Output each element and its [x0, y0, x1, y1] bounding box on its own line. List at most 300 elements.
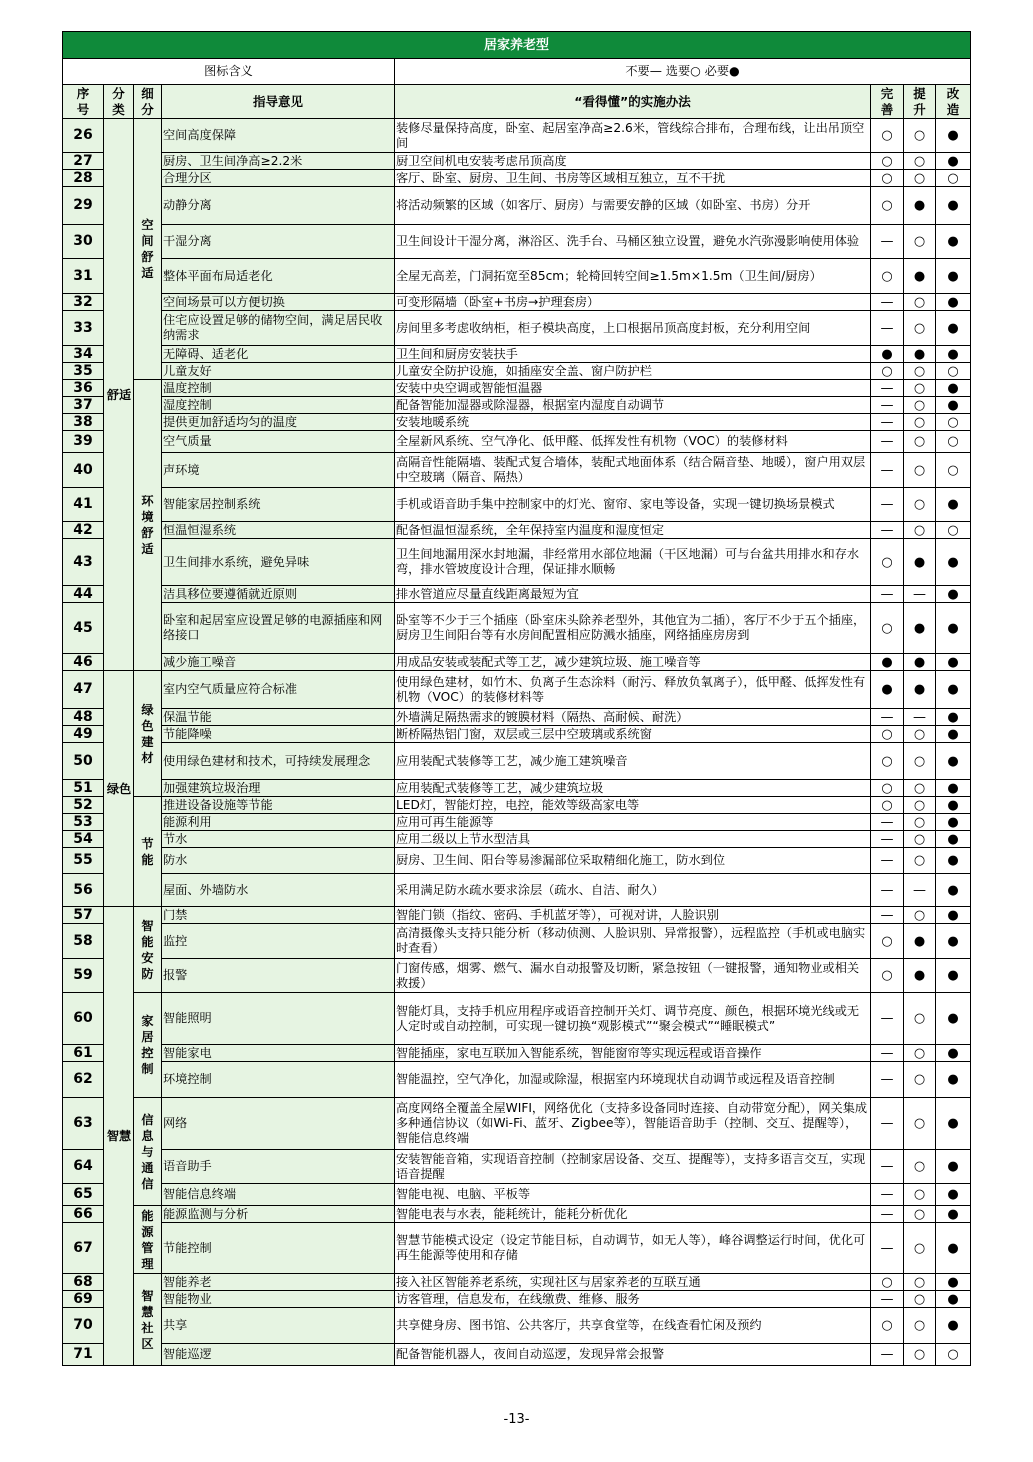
table-row	[63, 743, 971, 780]
method-cell: 智能插座，家电互联加入智能系统，智能窗帘等实现远程或语音操作	[395, 1045, 871, 1062]
header-no: 序号	[63, 85, 104, 119]
renovate-mark: ●	[936, 1150, 971, 1184]
table-row	[63, 1045, 971, 1062]
method-cell: 卫生间和厨房安装扶手	[395, 346, 871, 363]
table-row	[63, 848, 971, 874]
renovate-mark: ●	[936, 671, 971, 709]
guidance-cell: 网络	[162, 1098, 395, 1150]
renovate-mark: ●	[936, 586, 971, 603]
row-number: 53	[63, 814, 104, 831]
guidance-cell: 恒温恒湿系统	[162, 522, 395, 539]
subcategory-cell	[134, 797, 162, 907]
row-number: 32	[63, 294, 104, 311]
subcategory-cell	[134, 1274, 162, 1366]
table-row	[63, 1223, 971, 1274]
upgrade-mark: ○	[904, 743, 936, 780]
improve-mark: —	[871, 993, 904, 1045]
method-cell: 采用满足防水疏水要求涂层（疏水、自洁、耐久）	[395, 874, 871, 907]
renovate-mark: ●	[936, 924, 971, 959]
upgrade-mark: ○	[904, 488, 936, 522]
upgrade-mark: ○	[904, 726, 936, 743]
upgrade-mark: ○	[904, 1098, 936, 1150]
method-cell: 全屋无高差，门洞拓宽至85cm；轮椅回转空间≥1.5m×1.5m（卫生间/厨房）	[395, 259, 871, 294]
table-row	[63, 187, 971, 225]
subcategory-cell	[134, 119, 162, 380]
row-number: 35	[63, 363, 104, 380]
row-number: 66	[63, 1206, 104, 1223]
row-number: 71	[63, 1344, 104, 1366]
category-cell	[104, 671, 134, 907]
upgrade-mark: ●	[904, 924, 936, 959]
guidance-cell: 卫生间排水系统，避免异味	[162, 539, 395, 586]
header-method: “看得懂”的实施办法	[395, 85, 871, 119]
upgrade-mark: ○	[904, 780, 936, 797]
row-number: 43	[63, 539, 104, 586]
method-cell: 智能温控，空气净化，加湿或除湿，根据室内环境现状自动调节或远程及语音控制	[395, 1062, 871, 1098]
subcategory-label: 环境舒适	[141, 494, 154, 556]
renovate-mark: ●	[936, 153, 971, 170]
subcategory-label: 空间舒适	[141, 218, 154, 280]
method-cell: 高清摄像头支持只能分析（移动侦测、人脸识别、异常报警），远程监控（手机或电脑实时查看）	[395, 924, 871, 959]
guidance-cell: 使用绿色建材和技术，可持续发展理念	[162, 743, 395, 780]
upgrade-mark: ○	[904, 993, 936, 1045]
upgrade-mark: ○	[904, 414, 936, 431]
renovate-mark: ●	[936, 654, 971, 671]
improve-mark: ●	[871, 671, 904, 709]
renovate-mark: ●	[936, 726, 971, 743]
table-row	[63, 1150, 971, 1184]
row-number: 58	[63, 924, 104, 959]
table-row	[63, 311, 971, 346]
method-cell: 接入社区智能养老系统，实现社区与居家养老的互联互通	[395, 1274, 871, 1291]
legend-text: 不要— 选要○ 必要●	[395, 59, 971, 85]
guidance-cell: 防水	[162, 848, 395, 874]
improve-mark: —	[871, 397, 904, 414]
row-number: 62	[63, 1062, 104, 1098]
guidance-cell: 洁具移位要遵循就近原则	[162, 586, 395, 603]
row-number: 69	[63, 1291, 104, 1308]
table-row	[63, 1308, 971, 1344]
improve-mark: —	[871, 225, 904, 259]
table-row	[63, 907, 971, 924]
guidance-cell: 智能巡逻	[162, 1344, 395, 1366]
guidance-cell: 智能照明	[162, 993, 395, 1045]
upgrade-mark: ○	[904, 294, 936, 311]
table-row	[63, 431, 971, 453]
table-row	[63, 831, 971, 848]
upgrade-mark: ○	[904, 797, 936, 814]
method-cell: 将活动频繁的区域（如客厅、厨房）与需要安静的区域（如卧室、书房）分开	[395, 187, 871, 225]
legend-label: 图标含义	[63, 59, 395, 85]
renovate-mark: ○	[936, 522, 971, 539]
improve-mark: —	[871, 848, 904, 874]
upgrade-mark: —	[904, 586, 936, 603]
guidance-cell: 儿童友好	[162, 363, 395, 380]
renovate-mark: ○	[936, 170, 971, 187]
improve-mark: ○	[871, 119, 904, 153]
improve-mark: ○	[871, 187, 904, 225]
table-row	[63, 225, 971, 259]
category-label: 智慧	[106, 1129, 132, 1143]
row-number: 55	[63, 848, 104, 874]
guidance-cell: 推进设备设施等节能	[162, 797, 395, 814]
upgrade-mark: ○	[904, 831, 936, 848]
row-number: 70	[63, 1308, 104, 1344]
guidance-cell: 屋面、外墙防水	[162, 874, 395, 907]
row-number: 45	[63, 603, 104, 654]
table-row	[63, 453, 971, 488]
table-row	[63, 959, 971, 993]
method-cell: LED灯，智能灯控，电控，能效等级高家电等	[395, 797, 871, 814]
subcategory-label: 节能	[141, 836, 154, 867]
renovate-mark: ●	[936, 119, 971, 153]
improve-mark: —	[871, 488, 904, 522]
row-number: 33	[63, 311, 104, 346]
row-number: 47	[63, 671, 104, 709]
method-cell: 客厅、卧室、厨房、卫生间、书房等区域相互独立，互不干扰	[395, 170, 871, 187]
method-cell: 共享健身房、图书馆、公共客厅，共享食堂等，在线查看忙闲及预约	[395, 1308, 871, 1344]
row-number: 57	[63, 907, 104, 924]
guidance-cell: 节能降噪	[162, 726, 395, 743]
table-row	[63, 654, 971, 671]
table-row	[63, 1098, 971, 1150]
guidance-cell: 减少施工噪音	[162, 654, 395, 671]
upgrade-mark: ●	[904, 187, 936, 225]
renovate-mark: ●	[936, 1184, 971, 1206]
improve-mark: —	[871, 1098, 904, 1150]
row-number: 37	[63, 397, 104, 414]
method-cell: 高度网络全覆盖全屋WIFI，网络优化（支持多设备同时连接、自动带宽分配），网关集成多种通信协议（如Wi-Fi、蓝牙、Zigbee等），智能语音助手（控制、交互、提醒等），智能信息终端	[395, 1098, 871, 1150]
table-row	[63, 586, 971, 603]
method-cell: 高隔音性能隔墙、装配式复合墙体，装配式地面体系（结合隔音垫、地暖），窗户用双层中空玻璃（隔音、隔热）	[395, 453, 871, 488]
row-number: 68	[63, 1274, 104, 1291]
renovate-mark: ○	[936, 1344, 971, 1366]
guidance-cell: 卧室和起居室应设置足够的电源插座和网络接口	[162, 603, 395, 654]
upgrade-mark: ○	[904, 814, 936, 831]
improve-mark: —	[871, 1150, 904, 1184]
upgrade-mark: ○	[904, 1062, 936, 1098]
improve-mark: —	[871, 380, 904, 397]
subcategory-label: 能源管理	[141, 1208, 154, 1271]
renovate-mark: ●	[936, 397, 971, 414]
renovate-mark: ●	[936, 187, 971, 225]
improve-mark: ○	[871, 363, 904, 380]
table-row	[63, 539, 971, 586]
improve-mark: —	[871, 814, 904, 831]
category-label: 舒适	[106, 387, 132, 402]
renovate-mark: ○	[936, 431, 971, 453]
table-row	[63, 1062, 971, 1098]
renovate-mark: ●	[936, 380, 971, 397]
improve-mark: ○	[871, 259, 904, 294]
guidance-cell: 空间高度保障	[162, 119, 395, 153]
renovate-mark: ●	[936, 1223, 971, 1274]
upgrade-mark: ○	[904, 225, 936, 259]
upgrade-mark: ○	[904, 1223, 936, 1274]
improve-mark: —	[871, 311, 904, 346]
renovate-mark: ●	[936, 1291, 971, 1308]
row-number: 49	[63, 726, 104, 743]
upgrade-mark: ●	[904, 671, 936, 709]
row-number: 31	[63, 259, 104, 294]
header-renovate: 改造	[936, 85, 971, 119]
method-cell: 配备智能加湿器或除湿器，根据室内湿度自动调节	[395, 397, 871, 414]
guidance-cell: 共享	[162, 1308, 395, 1344]
table-row	[63, 294, 971, 311]
row-number: 56	[63, 874, 104, 907]
guidance-cell: 智能家电	[162, 1045, 395, 1062]
method-cell: 装修尽量保持高度，卧室、起居室净高≥2.6米，管线综合排布，合理布线，让出吊顶空间	[395, 119, 871, 153]
row-number: 29	[63, 187, 104, 225]
upgrade-mark: ●	[904, 259, 936, 294]
row-number: 46	[63, 654, 104, 671]
row-number: 27	[63, 153, 104, 170]
guidance-cell: 整体平面布局适老化	[162, 259, 395, 294]
guidance-cell: 合理分区	[162, 170, 395, 187]
renovate-mark: ●	[936, 539, 971, 586]
improve-mark: ○	[871, 780, 904, 797]
category-cell	[104, 119, 134, 671]
renovate-mark: ●	[936, 848, 971, 874]
renovate-mark: ○	[936, 414, 971, 431]
method-cell: 卫生间地漏用深水封地漏，非经常用水部位地漏（干区地漏）可与台盆共用排水和存水弯，排水管坡度设计合理，保证排水顺畅	[395, 539, 871, 586]
guidance-cell: 能源利用	[162, 814, 395, 831]
subcategory-cell	[134, 993, 162, 1098]
table-row	[63, 797, 971, 814]
renovate-mark: ●	[936, 780, 971, 797]
guidance-cell: 智能养老	[162, 1274, 395, 1291]
table-row	[63, 1184, 971, 1206]
renovate-mark: ○	[936, 453, 971, 488]
subcategory-label: 信息与通信	[141, 1112, 154, 1191]
header-guidance: 指导意见	[162, 85, 395, 119]
table-row	[63, 259, 971, 294]
row-number: 28	[63, 170, 104, 187]
upgrade-mark: ○	[904, 1150, 936, 1184]
guidance-cell: 监控	[162, 924, 395, 959]
method-cell: 卧室等不少于三个插座（卧室床头除养老型外，其他宜为二插），客厅不少于五个插座，厨房卫生间阳台等有水房间配置相应防溅水插座，网络插座房房到	[395, 603, 871, 654]
renovate-mark: ○	[936, 363, 971, 380]
improve-mark: —	[871, 1344, 904, 1366]
category-label: 绿色	[106, 781, 132, 796]
upgrade-mark: ○	[904, 1308, 936, 1344]
improve-mark: ○	[871, 1308, 904, 1344]
improve-mark: —	[871, 1223, 904, 1274]
row-number: 63	[63, 1098, 104, 1150]
guidance-cell: 住宅应设置足够的储物空间，满足居民收纳需求	[162, 311, 395, 346]
guidance-cell: 无障碍、适老化	[162, 346, 395, 363]
improve-mark: —	[871, 1045, 904, 1062]
method-cell: 全屋新风系统、空气净化、低甲醛、低挥发性有机物（VOC）的装修材料	[395, 431, 871, 453]
row-number: 42	[63, 522, 104, 539]
method-cell: 断桥隔热铝门窗，双层或三层中空玻璃或系统窗	[395, 726, 871, 743]
improve-mark: ○	[871, 959, 904, 993]
table-row	[63, 1344, 971, 1366]
renovate-mark: ●	[936, 709, 971, 726]
table-row	[63, 522, 971, 539]
guidance-cell: 加强建筑垃圾治理	[162, 780, 395, 797]
improve-mark: —	[871, 586, 904, 603]
guidance-cell: 干湿分离	[162, 225, 395, 259]
row-number: 59	[63, 959, 104, 993]
guidance-cell: 厨房、卫生间净高≥2.2米	[162, 153, 395, 170]
guidance-cell: 节水	[162, 831, 395, 848]
upgrade-mark: ○	[904, 380, 936, 397]
upgrade-mark: ○	[904, 363, 936, 380]
renovate-mark: ●	[936, 311, 971, 346]
improve-mark: —	[871, 709, 904, 726]
renovate-mark: ●	[936, 1308, 971, 1344]
renovate-mark: ●	[936, 1206, 971, 1223]
table-row	[63, 924, 971, 959]
page-number: -13-	[503, 1412, 530, 1427]
method-cell: 应用二级以上节水型洁具	[395, 831, 871, 848]
upgrade-mark: ○	[904, 397, 936, 414]
improve-mark: ○	[871, 743, 904, 780]
improve-mark: ●	[871, 346, 904, 363]
guidance-cell: 语音助手	[162, 1150, 395, 1184]
upgrade-mark: ○	[904, 1184, 936, 1206]
method-cell: 房间里多考虑收纳柜，柜子模块高度，上口根据吊顶高度封板，充分利用空间	[395, 311, 871, 346]
row-number: 60	[63, 993, 104, 1045]
row-number: 50	[63, 743, 104, 780]
renovate-mark: ●	[936, 743, 971, 780]
row-number: 61	[63, 1045, 104, 1062]
renovate-mark: ●	[936, 346, 971, 363]
upgrade-mark: ○	[904, 522, 936, 539]
header-category: 分类	[104, 85, 134, 119]
table-row	[63, 1291, 971, 1308]
subcategory-cell	[134, 1206, 162, 1274]
renovate-mark: ●	[936, 259, 971, 294]
method-cell: 配备恒温恒湿系统，全年保持室内温度和湿度恒定	[395, 522, 871, 539]
method-cell: 手机或语音助手集中控制家中的灯光、窗帘、家电等设备，实现一键切换场景模式	[395, 488, 871, 522]
row-number: 36	[63, 380, 104, 397]
renovate-mark: ●	[936, 959, 971, 993]
upgrade-mark: ○	[904, 848, 936, 874]
table-row	[63, 488, 971, 522]
guidance-cell: 报警	[162, 959, 395, 993]
guidance-table	[62, 31, 971, 1366]
guidance-cell: 保温节能	[162, 709, 395, 726]
table-row	[63, 414, 971, 431]
improve-mark: ○	[871, 797, 904, 814]
renovate-mark: ●	[936, 993, 971, 1045]
upgrade-mark: ○	[904, 311, 936, 346]
method-cell: 门窗传感，烟雾、燃气、漏水自动报警及切断，紧急按钮（一键报警，通知物业或相关救援）	[395, 959, 871, 993]
table-row	[63, 726, 971, 743]
improve-mark: —	[871, 294, 904, 311]
table-row	[63, 397, 971, 414]
method-cell: 使用绿色建材，如竹木、负离子生态涂料（耐污、释放负氧离子），低甲醛、低挥发性有机物（VOC）的装修材料等	[395, 671, 871, 709]
improve-mark: ○	[871, 539, 904, 586]
improve-mark: —	[871, 1291, 904, 1308]
method-cell: 智能门锁（指纹、密码、手机蓝牙等），可视对讲，人脸识别	[395, 907, 871, 924]
renovate-mark: ●	[936, 225, 971, 259]
upgrade-mark: ○	[904, 1045, 936, 1062]
header-improve: 完善	[871, 85, 904, 119]
guidance-cell: 动静分离	[162, 187, 395, 225]
table-row	[63, 993, 971, 1045]
guidance-cell: 空间场景可以方便切换	[162, 294, 395, 311]
improve-mark: ○	[871, 170, 904, 187]
upgrade-mark: ○	[904, 907, 936, 924]
method-cell: 排水管道应尽量直线距离最短为宜	[395, 586, 871, 603]
upgrade-mark: ●	[904, 539, 936, 586]
improve-mark: —	[871, 1184, 904, 1206]
guidance-cell: 智能家居控制系统	[162, 488, 395, 522]
table-row	[63, 363, 971, 380]
renovate-mark: ●	[936, 797, 971, 814]
method-cell: 厨房、卫生间、阳台等易渗漏部位采取精细化施工，防水到位	[395, 848, 871, 874]
row-number: 34	[63, 346, 104, 363]
method-cell: 卫生间设计干湿分离，淋浴区、洗手台、马桶区独立设置，避免水汽弥漫影响使用体验	[395, 225, 871, 259]
upgrade-mark: ○	[904, 1206, 936, 1223]
subcategory-cell	[134, 671, 162, 797]
method-cell: 应用装配式装修等工艺，减少建筑垃圾	[395, 780, 871, 797]
method-cell: 可变形隔墙（卧室+书房→护理套房）	[395, 294, 871, 311]
guidance-cell: 提供更加舒适均匀的温度	[162, 414, 395, 431]
table-row	[63, 671, 971, 709]
table-row	[63, 153, 971, 170]
improve-mark: ○	[871, 726, 904, 743]
upgrade-mark: ○	[904, 453, 936, 488]
improve-mark: —	[871, 414, 904, 431]
guidance-cell: 湿度控制	[162, 397, 395, 414]
improve-mark: ○	[871, 603, 904, 654]
row-number: 40	[63, 453, 104, 488]
method-cell: 智能电视、电脑、平板等	[395, 1184, 871, 1206]
table-row	[63, 603, 971, 654]
table-row	[63, 1206, 971, 1223]
guidance-cell: 空气质量	[162, 431, 395, 453]
row-number: 67	[63, 1223, 104, 1274]
upgrade-mark: —	[904, 709, 936, 726]
upgrade-mark: ●	[904, 603, 936, 654]
row-number: 41	[63, 488, 104, 522]
improve-mark: ○	[871, 1274, 904, 1291]
upgrade-mark: ●	[904, 654, 936, 671]
table-row	[63, 780, 971, 797]
renovate-mark: ●	[936, 603, 971, 654]
guidance-cell: 智能物业	[162, 1291, 395, 1308]
improve-mark: —	[871, 831, 904, 848]
subcategory-label: 绿色建材	[141, 702, 154, 765]
upgrade-mark: ○	[904, 1344, 936, 1366]
renovate-mark: ●	[936, 488, 971, 522]
row-number: 44	[63, 586, 104, 603]
guidance-cell: 智能信息终端	[162, 1184, 395, 1206]
renovate-mark: ●	[936, 294, 971, 311]
header-upgrade: 提升	[904, 85, 936, 119]
category-cell	[104, 907, 134, 1366]
subcategory-cell	[134, 380, 162, 671]
improve-mark: ○	[871, 924, 904, 959]
method-cell: 厨卫空间机电安装考虑吊顶高度	[395, 153, 871, 170]
row-number: 39	[63, 431, 104, 453]
row-number: 52	[63, 797, 104, 814]
upgrade-mark: —	[904, 874, 936, 907]
improve-mark: ●	[871, 654, 904, 671]
method-cell: 安装智能音箱，实现语音控制（控制家居设备、交互、提醒等），支持多语言交互，实现语音提醒	[395, 1150, 871, 1184]
renovate-mark: ●	[936, 1045, 971, 1062]
row-number: 26	[63, 119, 104, 153]
method-cell: 智慧节能模式设定（设定节能目标，自动调节，如无人等），峰谷调整运行时间，优化可再生能源等使用和存储	[395, 1223, 871, 1274]
table-row	[63, 814, 971, 831]
table-row	[63, 1274, 971, 1291]
method-cell: 安装地暖系统	[395, 414, 871, 431]
row-number: 65	[63, 1184, 104, 1206]
